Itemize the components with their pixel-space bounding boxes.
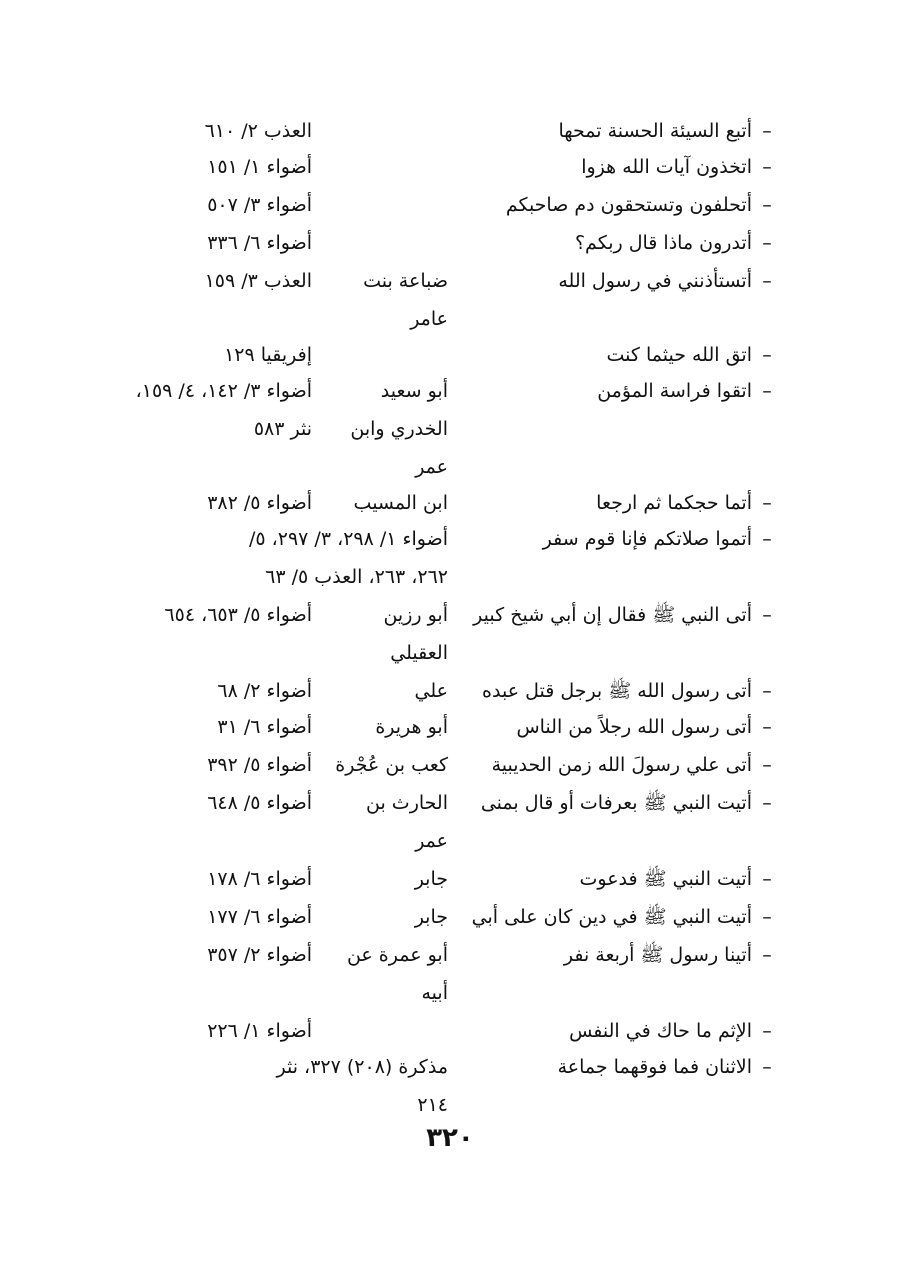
index-row [0, 340, 900, 376]
narrator-text: عمر [415, 830, 448, 852]
narrator-text: جابر [414, 906, 448, 928]
index-row [0, 750, 900, 786]
hadith-text: أتينا رسول ﷺ أربعة نفر [563, 944, 752, 966]
narrator-text: عامر [410, 308, 448, 330]
hadith-text: أتى رسول الله رجلاً من الناس [516, 716, 752, 738]
row-dash: – [762, 944, 772, 966]
source-reference: أضواء ٦/ ٣١ [217, 716, 312, 738]
row-dash: – [762, 1020, 772, 1042]
hadith-text: أتى علي رسولَ الله زمن الحديبية [491, 754, 752, 776]
source-reference: أضواء ٥/ ٦٤٨ [207, 792, 312, 814]
index-row [0, 488, 900, 524]
narrator-text: أبو عمرة عن [346, 944, 448, 966]
narrator-text: جابر [414, 868, 448, 890]
source-reference: أضواء ٢/ ٦٨ [217, 680, 312, 702]
hadith-text: أتيت النبي ﷺ بعرفات أو قال بمنى [480, 792, 752, 814]
source-reference: أضواء ١/ ٢٩٨، ٣/ ٢٩٧، ٥/ [248, 528, 448, 550]
narrator-text: ضباعة بنت [363, 270, 448, 292]
index-row [0, 562, 900, 598]
hadith-text: أتما حجكما ثم ارجعا [596, 492, 752, 514]
narrator-text: أبو هريرة [375, 716, 448, 738]
narrator-text: الخدري وابن [350, 418, 448, 440]
index-row [0, 228, 900, 264]
hadith-text: اتخذون آيات الله هزوا [581, 156, 752, 178]
hadith-text: أتدرون ماذا قال ربكم؟ [574, 232, 752, 254]
source-reference: أضواء ٣/ ١٤٢، ٤/ ١٥٩، [135, 380, 312, 402]
source-reference: أضواء ٦/ ١٧٧ [207, 906, 312, 928]
index-row [0, 414, 900, 450]
index-row [0, 676, 900, 712]
narrator-text: الحارث بن [366, 792, 448, 814]
source-reference: العذب ٣/ ١٥٩ [204, 270, 312, 292]
index-row [0, 826, 900, 862]
index-row [0, 902, 900, 938]
row-dash: – [762, 156, 772, 178]
index-row [0, 940, 900, 976]
row-dash: – [762, 492, 772, 514]
row-dash: – [762, 380, 772, 402]
index-row [0, 978, 900, 1014]
source-reference: أضواء ٦/ ٣٣٦ [207, 232, 312, 254]
row-dash: – [762, 754, 772, 776]
hadith-text: أتى رسول الله ﷺ برجل قتل عبده [482, 680, 752, 702]
index-row [0, 524, 900, 560]
narrator-text: أبو سعيد [380, 380, 448, 402]
source-reference: مذكرة (٢٠٨) ٣٢٧، نثر [276, 1056, 448, 1078]
hadith-text: أتيت النبي ﷺ فدعوت [579, 868, 752, 890]
row-dash: – [762, 906, 772, 928]
row-dash: – [762, 232, 772, 254]
source-reference: ٢٦٢، ٢٦٣، العذب ٥/ ٦٣ [265, 566, 448, 588]
narrator-text: ابن المسيب [353, 492, 448, 514]
hadith-text: اتق الله حيثما كنت [606, 344, 752, 366]
row-dash: – [762, 194, 772, 216]
row-dash: – [762, 344, 772, 366]
index-row [0, 1016, 900, 1052]
row-dash: – [762, 120, 772, 142]
source-reference: إفريقيا ١٢٩ [224, 344, 312, 366]
hadith-text: أتحلفون وتستحقون دم صاحبكم [505, 194, 752, 216]
hadith-text: أتبع السيئة الحسنة تمحها [558, 120, 752, 142]
source-reference: أضواء ٥/ ٣٩٢ [207, 754, 312, 776]
source-reference: نثر ٥٨٣ [253, 418, 312, 440]
index-row [0, 152, 900, 188]
hadith-text: أتموا صلاتكم فإنا قوم سفر [542, 528, 752, 550]
source-reference: أضواء ٢/ ٣٥٧ [207, 944, 312, 966]
narrator-text: كعب بن عُجْرة [335, 754, 448, 776]
index-row [0, 266, 900, 302]
page-number: ٣٢٠ [426, 1123, 474, 1153]
hadith-text: أتيت النبي ﷺ في دين كان على أبي [471, 906, 752, 928]
index-row [0, 304, 900, 340]
row-dash: – [762, 792, 772, 814]
index-row [0, 190, 900, 226]
narrator-text: العقيلي [390, 642, 448, 664]
hadith-text: الاثنان فما فوقهما جماعة [557, 1056, 752, 1078]
source-reference: أضواء ١/ ٢٢٦ [207, 1020, 312, 1042]
source-reference: أضواء ١/ ١٥١ [207, 156, 312, 178]
index-row [0, 788, 900, 824]
row-dash: – [762, 868, 772, 890]
source-reference: أضواء ٥/ ٦٥٣، ٦٥٤ [164, 604, 312, 626]
hadith-text: أتستأذنني في رسول الله [558, 270, 752, 292]
index-row [0, 452, 900, 488]
hadith-text: الإثم ما حاك في النفس [569, 1020, 752, 1042]
source-reference: ٢١٤ [417, 1094, 448, 1116]
row-dash: – [762, 270, 772, 292]
hadith-text: أتى النبي ﷺ فقال إن أبي شيخ كبير [473, 604, 752, 626]
index-row [0, 376, 900, 412]
row-dash: – [762, 1056, 772, 1078]
narrator-text: أبو رزين [383, 604, 448, 626]
index-row [0, 864, 900, 900]
source-reference: أضواء ٣/ ٥٠٧ [207, 194, 312, 216]
index-row [0, 638, 900, 674]
narrator-text: علي [414, 680, 448, 702]
index-row [0, 600, 900, 636]
index-row [0, 116, 900, 152]
row-dash: – [762, 528, 772, 550]
row-dash: – [762, 604, 772, 626]
source-reference: أضواء ٥/ ٣٨٢ [207, 492, 312, 514]
index-row [0, 712, 900, 748]
row-dash: – [762, 680, 772, 702]
narrator-text: عمر [415, 456, 448, 478]
source-reference: أضواء ٦/ ١٧٨ [207, 868, 312, 890]
source-reference: العذب ٢/ ٦١٠ [204, 120, 312, 142]
row-dash: – [762, 716, 772, 738]
narrator-text: أبيه [421, 982, 448, 1004]
index-row [0, 1052, 900, 1088]
hadith-text: اتقوا فراسة المؤمن [597, 380, 752, 402]
